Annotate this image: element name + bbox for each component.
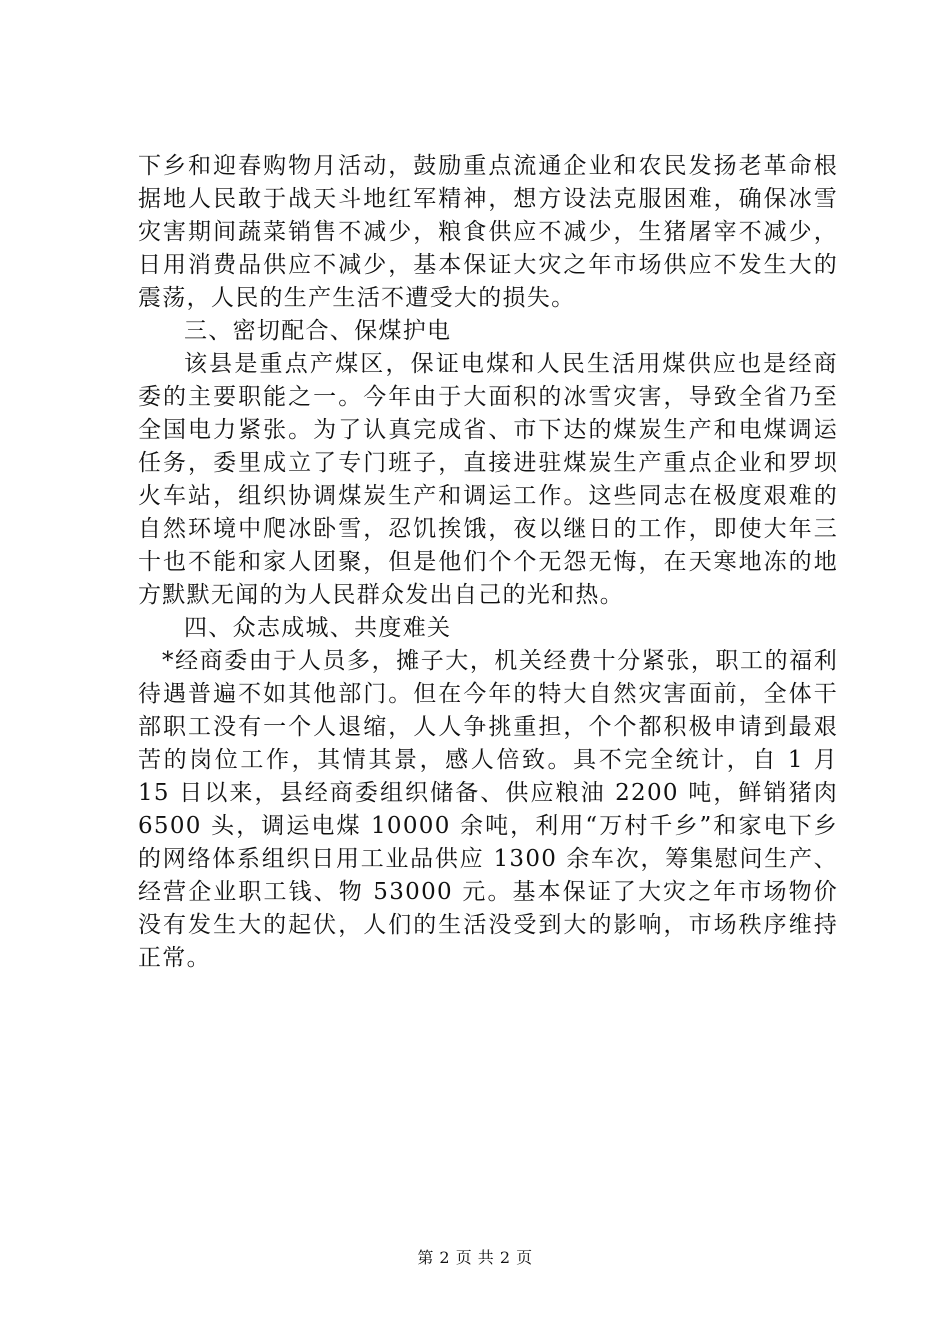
document-body — [138, 150, 838, 975]
section-heading-3: 三、密切配合、保煤护电 — [184, 318, 452, 344]
paragraph-continuation: 下乡和迎春购物月活动，鼓励重点流通企业和农民发扬老革命根据地人民敢于战天斗地红军精神，想方设法克服困难，确保冰雪灾害期间蔬菜销售不减少，粮食供应不减少，生猪屠宰不减少，日用消费品供应不减少，基本保证大灾之年市场供应不发生大的震荡，人民的生产生活不遭受大的损失。 — [138, 153, 838, 311]
paragraph-coal-power: 该县是重点产煤区，保证电煤和人民生活用煤供应也是经商委的主要职能之一。今年由于大面积的冰雪灾害，导致全省乃至全国电力紧张。为了认真完成省、市下达的煤炭生产和电煤调运任务，委里成立了专门班子，直接进驻煤炭生产重点企业和罗坝火车站，组织协调煤炭生产和调运工作。这些同志在极度艰难的自然环境中爬冰卧雪，忍饥挨饿，夜以继日的工作，即使大年三十也不能和家人团聚，但是他们个个无怨无悔，在天寒地冻的地方默默无闻的为人民群众发出自己的光和热。 — [138, 351, 838, 608]
paragraph-staff-effort: *经商委由于人员多，摊子大，机关经费十分紧张，职工的福利待遇普遍不如其他部门。但在今年的特大自然灾害面前，全体干部职工没有一个人退缩，人人争挑重担，个个都积极申请到最艰苦的岗位工作，其情其景，感人倍致。具不完全统计，自 1 月 15 日以来，县经商委组织储备、供应粮油 2200 吨，鲜销猪肉 6500 头，调运电煤 10000 余吨，利用“万村千乡”和家电下乡的网络体系组织日用工业品供应 1300 余车次，筹集慰问生产、经营企业职工钱、物 53000 元。基本保证了大灾之年市场物价没有发生大的起伏，人们的生活没受到大的影响，市场秩序维持正常。 — [138, 648, 838, 971]
section-heading-4: 四、众志成城、共度难关 — [184, 615, 452, 641]
page-footer: 第 2 页 共 2 页 — [417, 1248, 533, 1267]
